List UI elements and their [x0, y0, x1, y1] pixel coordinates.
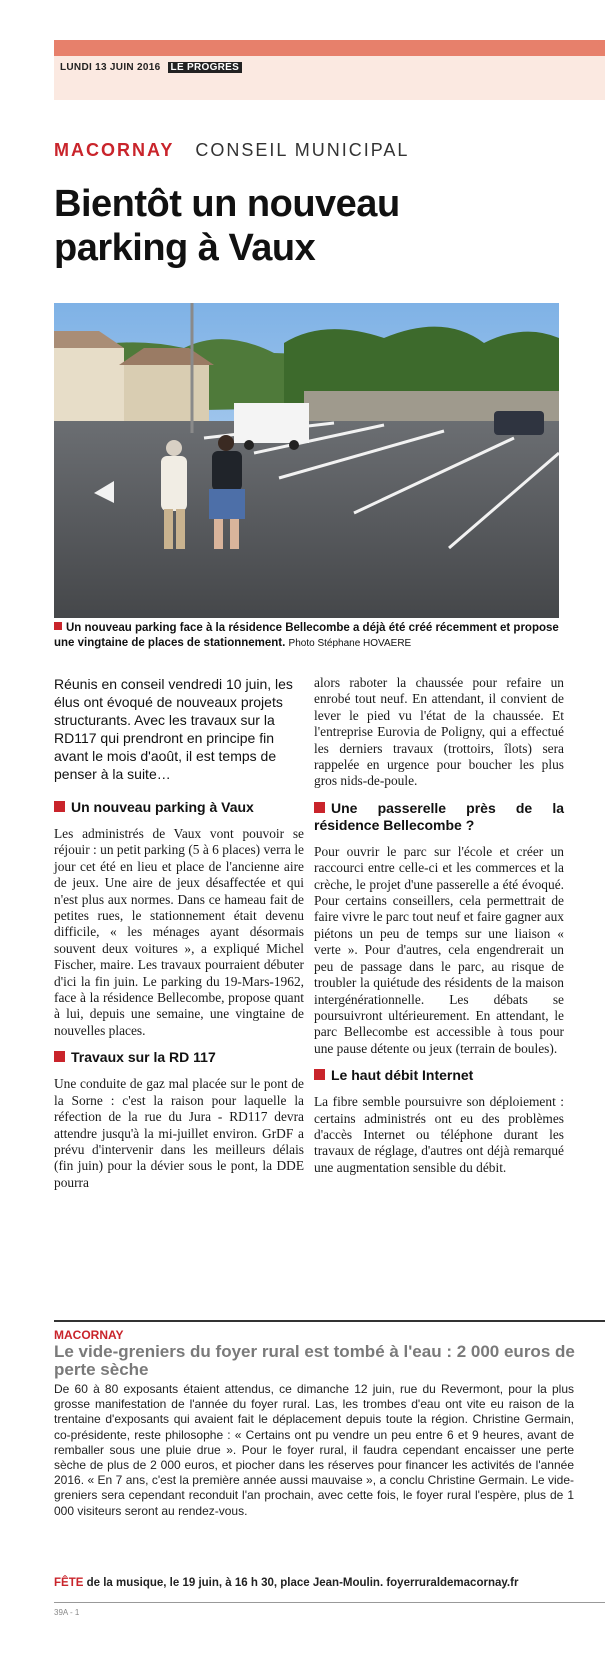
photo-credit: Photo Stéphane HOVAERE	[288, 638, 412, 649]
kicker-section: CONSEIL MUNICIPAL	[195, 140, 410, 160]
headline-line-2: parking à Vaux	[54, 227, 316, 269]
brief-divider	[54, 1320, 605, 1322]
article-kicker	[54, 140, 409, 161]
article-photo	[54, 303, 559, 618]
dateline	[60, 62, 242, 73]
caption-text: Un nouveau parking face à la résidence Bellecombe a déjà été créé récemment et propose une vingtaine de places de stationnement.	[54, 622, 559, 649]
bullet-square-icon	[54, 1051, 65, 1062]
photo-caption	[54, 621, 564, 651]
subhead-parking: Un nouveau parking à Vaux	[54, 799, 304, 816]
kicker-town: MACORNAY	[54, 140, 175, 160]
bottom-rule	[54, 1602, 605, 1603]
brief-footer-label: FÊTE	[54, 1577, 84, 1589]
paragraph-parking: Les administrés de Vaux vont pouvoir se réjouir : un petit parking (5 à 6 places) verra le jour cet été en lieu et place de l'ancienne aire de jeux. Une aire de jeux désaffectée et qui n'est plus aux normes. Dans ce hameau fait de petites rues, le stationnement était devenu difficile, « les ménages ayant désormais souvent deux voitures », a expliqué Michel Fischer, maire. Les travaux pourraient débuter d'ici la fin juin. Le parking du 19-Mars-1962, face à la résidence Bellecombe, propose quant à lui, depuis une semaine, une vingtaine de nouvelles places.	[54, 826, 304, 1038]
bullet-square-icon	[54, 801, 65, 812]
paragraph-internet: La fibre semble poursuivre son déploiement : certains administrés ont eu des problèmes d'accès Internet ou téléphone durant les travaux de réglage, d'autres ont déjà remarqué une augmentation sensible du débit.	[314, 1094, 564, 1175]
brief-body: De 60 à 80 exposants étaient attendus, ce dimanche 12 juin, rue du Revermont, pour la plus grosse manifestation de l'année du foyer rural. Las, les trombes d'eau ont vite eu raison de la trentaine d'exposants qui avaient fait le déplacement depuis toute la région. Christine Germain, co-présidente, reste philosophe : « Certains ont pu vendre un peu entre 6 et 9 heures, avant de remballer sous une pluie drue ». Pour le foyer rural, il faudra cependant encaisser une perte sèche de plus de 2 000 euros, et piocher dans les réserves pour financer les activités de l'année 2016. « En 7 ans, c'est la première année aussi mauvaise », a conclu Christine Germain. Le vide-greniers sera cependant reconduit l'an prochain, avec cette fois, le foyer rural l'espère, plus de 1 000 visiteurs seront au rendez-vous.	[54, 1382, 574, 1518]
bullet-square-icon	[54, 622, 62, 630]
paragraph-passerelle: Pour ouvrir le parc sur l'école et créer un raccourci entre celle-ci et les commerces et la crèche, le projet d'une passerelle a été évoqué. Pour certains conseillers, cela permettrait de faire vivre le parc tout neuf et faire gagner aux piétons un peu de temps sur une liaison « verte ». Pour d'autres, cela engendrerait un peu de passage dans le parc, au risque de troubler la quiétude des résidents de la maison intergénérationnelle. Les débats se poursuivront ultérieurement. En attendant, le parc Bellecombe est accessible à tous pour une pause détente ou jeux (terrain de boules).	[314, 843, 564, 1056]
newspaper-name: LE PROGRÈS	[168, 62, 243, 73]
subhead-internet: Le haut débit Internet	[314, 1067, 564, 1084]
page-number: 39A - 1	[54, 1608, 80, 1617]
paragraph-travaux-continued: alors raboter la chaussée pour refaire un enrobé tout neuf. En attendant, il convient de lever le pied vu l'état de la chaussée. Et l'entreprise Eurovia de Poligny, qui a effectué les derniers travaux (trottoirs, îlots) sera rappelée en urgence pour boucher les plus gros nids-de-poule.	[314, 675, 564, 789]
brief-kicker: MACORNAY	[54, 1328, 124, 1342]
article-lead: Réunis en conseil vendredi 10 juin, les élus ont évoqué de nouveaux projets structurants. Avec les travaux sur la RD117 qui prendront en principe fin avant le mois d'août, il est temps de penser à la suite…	[54, 676, 293, 782]
subhead-passerelle: Une passerelle près de la résidence Bellecombe ?	[314, 799, 564, 833]
brief-title: Le vide-greniers du foyer rural est tombé à l'eau : 2 000 euros de perte sèche	[54, 1342, 575, 1379]
subhead-travaux: Travaux sur la RD 117	[54, 1049, 304, 1066]
headline	[54, 182, 574, 270]
paragraph-travaux: Une conduite de gaz mal placée sur le pont de la Sorne : c'est la raison pour laquelle la réfection de la rue du Jura - RD117 devra attendre jusqu'à la mi-juillet environ. GrDF a prévu d'intervenir dans les meilleurs délais (fin juin) pour la dévier sous le pont, la DDE pourra	[54, 1076, 304, 1190]
bullet-square-icon	[314, 802, 325, 813]
article-column-1	[54, 675, 304, 1201]
article-column-2	[314, 675, 564, 1186]
headline-line-1: Bientôt un nouveau	[54, 183, 400, 225]
photo-white-van	[234, 403, 309, 443]
top-color-stripe	[54, 40, 605, 56]
brief-footer-text: de la musique, le 19 juin, à 16 h 30, place Jean-Moulin. foyerruraldemacornay.fr	[86, 1577, 519, 1589]
brief-footer	[54, 1577, 594, 1589]
photo-dark-car	[494, 411, 544, 435]
issue-date: LUNDI 13 JUIN 2016	[60, 62, 161, 73]
bullet-square-icon	[314, 1069, 325, 1080]
